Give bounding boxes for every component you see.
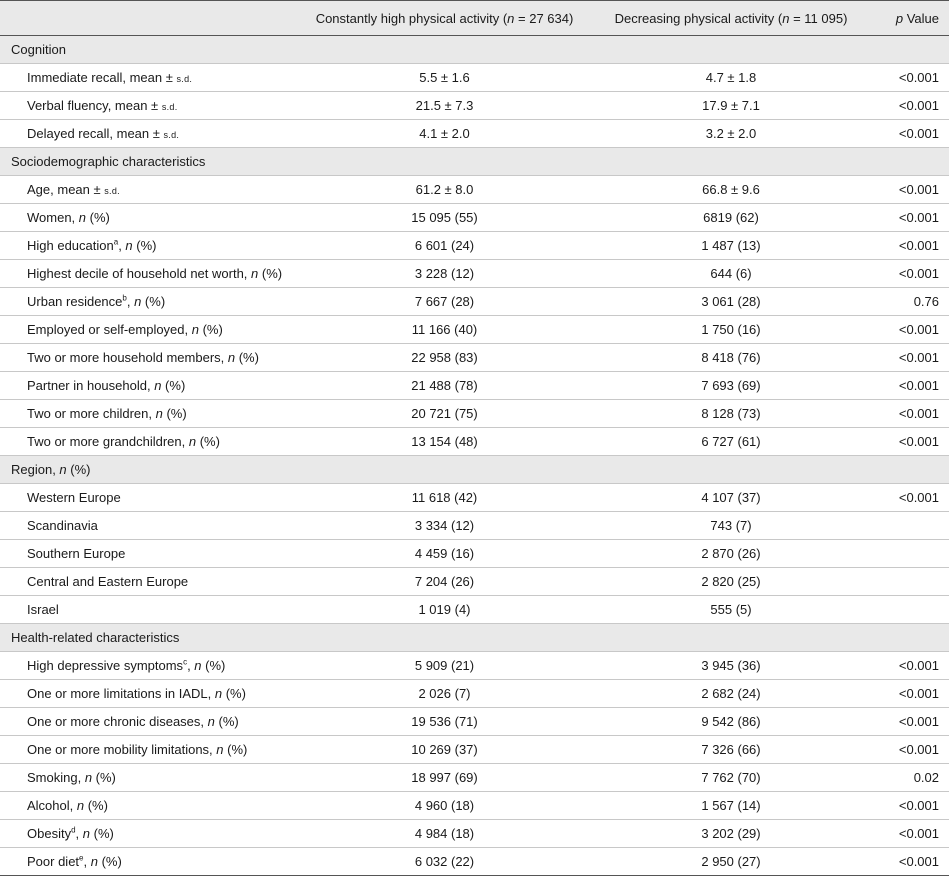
row-label: Women, n (%) xyxy=(27,210,110,225)
table-row xyxy=(0,596,949,624)
value-p: 0.76 xyxy=(913,294,939,309)
value-decreasing: 3 202 (29) xyxy=(701,826,761,841)
value-high: 4.1 ± 2.0 xyxy=(419,126,470,141)
value-p: <0.001 xyxy=(898,126,939,141)
row-label: High depressive symptoms$^c$, n (%) xyxy=(27,657,226,673)
value-high: 61.2 ± 8.0 xyxy=(415,182,474,197)
table-row xyxy=(0,372,949,400)
table-row xyxy=(0,792,949,820)
row-label: Southern Europe xyxy=(27,546,126,561)
header-p-value: p Value xyxy=(873,1,949,36)
row-label: Western Europe xyxy=(27,490,121,505)
value-decreasing: 7 762 (70) xyxy=(701,770,761,785)
value-p: <0.001 xyxy=(898,826,939,841)
value-p: <0.001 xyxy=(898,350,939,365)
value-decreasing: 7 326 (66) xyxy=(701,742,761,757)
table-row xyxy=(0,92,949,120)
table-row xyxy=(0,680,949,708)
value-decreasing: 1 487 (13) xyxy=(701,238,761,253)
value-high: 1 019 (4) xyxy=(418,602,471,617)
section-row-cognition xyxy=(0,36,949,64)
row-label: One or more limitations in IADL, n (%) xyxy=(27,686,246,701)
value-decreasing: 2 950 (27) xyxy=(701,854,761,869)
value-high: 20 721 (75) xyxy=(411,406,478,421)
value-p: <0.001 xyxy=(898,266,939,281)
value-p: <0.001 xyxy=(898,490,939,505)
value-high: 5 909 (21) xyxy=(414,658,475,673)
row-label: One or more mobility limitations, n (%) xyxy=(27,742,248,757)
row-label: Employed or self-employed, n (%) xyxy=(27,322,223,337)
value-high: 6 032 (22) xyxy=(414,854,475,869)
value-decreasing: 3 061 (28) xyxy=(701,294,761,309)
row-label: Central and Eastern Europe xyxy=(27,574,189,589)
value-decreasing: 17.9 ± 7.1 xyxy=(702,98,760,113)
value-high: 5.5 ± 1.6 xyxy=(419,70,470,85)
value-p: <0.001 xyxy=(898,854,939,869)
row-label: Immediate recall, mean ± s.d. xyxy=(27,70,193,85)
table-row xyxy=(0,288,949,316)
value-high: 11 618 (42) xyxy=(411,490,478,505)
table-row xyxy=(0,512,949,540)
value-p: <0.001 xyxy=(898,658,939,673)
section-row-health xyxy=(0,624,949,652)
table-row xyxy=(0,484,949,512)
value-decreasing: 2 820 (25) xyxy=(701,574,761,589)
value-high: 3 228 (12) xyxy=(414,266,475,281)
value-p: 0.02 xyxy=(913,770,939,785)
value-high: 4 960 (18) xyxy=(414,798,475,813)
value-decreasing: 2 870 (26) xyxy=(701,546,761,561)
footnote-marker: d xyxy=(71,825,76,835)
value-decreasing: 2 682 (24) xyxy=(701,686,761,701)
row-label: Two or more children, n (%) xyxy=(27,406,187,421)
footnote-marker: e xyxy=(79,853,84,863)
table-row xyxy=(0,400,949,428)
section-row-sociodemographic xyxy=(0,148,949,176)
table-header-row xyxy=(0,1,949,36)
value-p: <0.001 xyxy=(898,238,939,253)
table-row xyxy=(0,736,949,764)
value-p: <0.001 xyxy=(898,742,939,757)
value-high: 15 095 (55) xyxy=(411,210,478,225)
value-decreasing: 743 (7) xyxy=(710,518,752,533)
value-high: 21.5 ± 7.3 xyxy=(415,98,474,113)
value-high: 11 166 (40) xyxy=(411,322,478,337)
table-row xyxy=(0,260,949,288)
table-row xyxy=(0,540,949,568)
table-row xyxy=(0,820,949,848)
section-title: Health-related characteristics xyxy=(0,624,949,652)
value-decreasing: 644 (6) xyxy=(710,266,752,281)
table-row xyxy=(0,204,949,232)
row-label: Verbal fluency, mean ± s.d. xyxy=(27,98,178,113)
value-decreasing: 66.8 ± 9.6 xyxy=(702,182,760,197)
table-row xyxy=(0,652,949,680)
table-row xyxy=(0,120,949,148)
value-p: <0.001 xyxy=(898,182,939,197)
value-p xyxy=(873,568,949,596)
value-p: <0.001 xyxy=(898,406,939,421)
table-row xyxy=(0,176,949,204)
header-high-activity: Constantly high physical activity (n = 27 634) xyxy=(300,1,589,36)
row-label: Highest decile of household net worth, n (%) xyxy=(27,266,283,281)
value-decreasing: 8 418 (76) xyxy=(701,350,761,365)
section-row-region xyxy=(0,456,949,484)
footnote-marker: b xyxy=(122,293,127,303)
table-row xyxy=(0,64,949,92)
value-decreasing: 3.2 ± 2.0 xyxy=(705,126,757,141)
value-p: <0.001 xyxy=(898,686,939,701)
value-p: <0.001 xyxy=(898,798,939,813)
row-label: Two or more household members, n (%) xyxy=(27,350,259,365)
row-label: Age, mean ± s.d. xyxy=(27,182,120,197)
section-title: Cognition xyxy=(0,36,949,64)
table-row xyxy=(0,232,949,260)
value-decreasing: 1 750 (16) xyxy=(701,322,761,337)
value-decreasing: 3 945 (36) xyxy=(701,658,761,673)
row-label: Partner in household, n (%) xyxy=(27,378,186,393)
table-row xyxy=(0,848,949,876)
value-decreasing: 1 567 (14) xyxy=(701,798,761,813)
table-row xyxy=(0,316,949,344)
value-p xyxy=(873,512,949,540)
row-label: Poor diet$^e$, n (%) xyxy=(27,853,122,869)
table-row xyxy=(0,568,949,596)
value-p: <0.001 xyxy=(898,70,939,85)
row-label: Delayed recall, mean ± s.d. xyxy=(27,126,180,141)
value-high: 18 997 (69) xyxy=(411,770,478,785)
header-decreasing-activity: Decreasing physical activity (n = 11 095) xyxy=(589,1,873,36)
value-p: <0.001 xyxy=(898,322,939,337)
value-high: 10 269 (37) xyxy=(411,742,478,757)
table-row xyxy=(0,764,949,792)
value-high: 7 667 (28) xyxy=(414,294,475,309)
value-p xyxy=(873,596,949,624)
table-row xyxy=(0,428,949,456)
row-label: Smoking, n (%) xyxy=(27,770,116,785)
value-decreasing: 555 (5) xyxy=(710,602,752,617)
value-high: 4 984 (18) xyxy=(414,826,475,841)
value-decreasing: 6 727 (61) xyxy=(701,434,761,449)
value-p: <0.001 xyxy=(898,210,939,225)
value-high: 22 958 (83) xyxy=(411,350,478,365)
value-high: 13 154 (48) xyxy=(411,434,478,449)
value-p: <0.001 xyxy=(898,98,939,113)
table-row xyxy=(0,708,949,736)
header-label-cell xyxy=(0,1,300,36)
value-high: 2 026 (7) xyxy=(418,686,471,701)
row-label: Obesity$^d$, n (%) xyxy=(27,825,114,841)
row-label: Urban residence$^b$, n (%) xyxy=(27,293,166,309)
section-title: Region, n (%) xyxy=(0,456,949,484)
value-p: <0.001 xyxy=(898,434,939,449)
footnote-marker: a xyxy=(113,237,119,247)
value-high: 6 601 (24) xyxy=(414,238,475,253)
row-label: High education$^a$, n (%) xyxy=(27,237,157,253)
value-high: 3 334 (12) xyxy=(414,518,475,533)
section-title: Sociodemographic characteristics xyxy=(0,148,949,176)
footnote-marker: c xyxy=(183,657,188,667)
value-high: 7 204 (26) xyxy=(414,574,475,589)
value-high: 19 536 (71) xyxy=(411,714,478,729)
value-decreasing: 7 693 (69) xyxy=(701,378,761,393)
value-decreasing: 8 128 (73) xyxy=(701,406,761,421)
row-label: One or more chronic diseases, n (%) xyxy=(27,714,239,729)
value-decreasing: 6819 (62) xyxy=(703,210,759,225)
row-label: Two or more grandchildren, n (%) xyxy=(27,434,220,449)
value-high: 4 459 (16) xyxy=(414,546,475,561)
value-high: 21 488 (78) xyxy=(411,378,478,393)
row-label: Alcohol, n (%) xyxy=(27,798,108,813)
value-decreasing: 4.7 ± 1.8 xyxy=(705,70,757,85)
table-row xyxy=(0,344,949,372)
value-decreasing: 9 542 (86) xyxy=(701,714,761,729)
value-p: <0.001 xyxy=(898,714,939,729)
value-decreasing: 4 107 (37) xyxy=(701,490,761,505)
row-label: Israel xyxy=(27,602,59,617)
value-p xyxy=(873,540,949,568)
row-label: Scandinavia xyxy=(27,518,98,533)
value-p: <0.001 xyxy=(898,378,939,393)
